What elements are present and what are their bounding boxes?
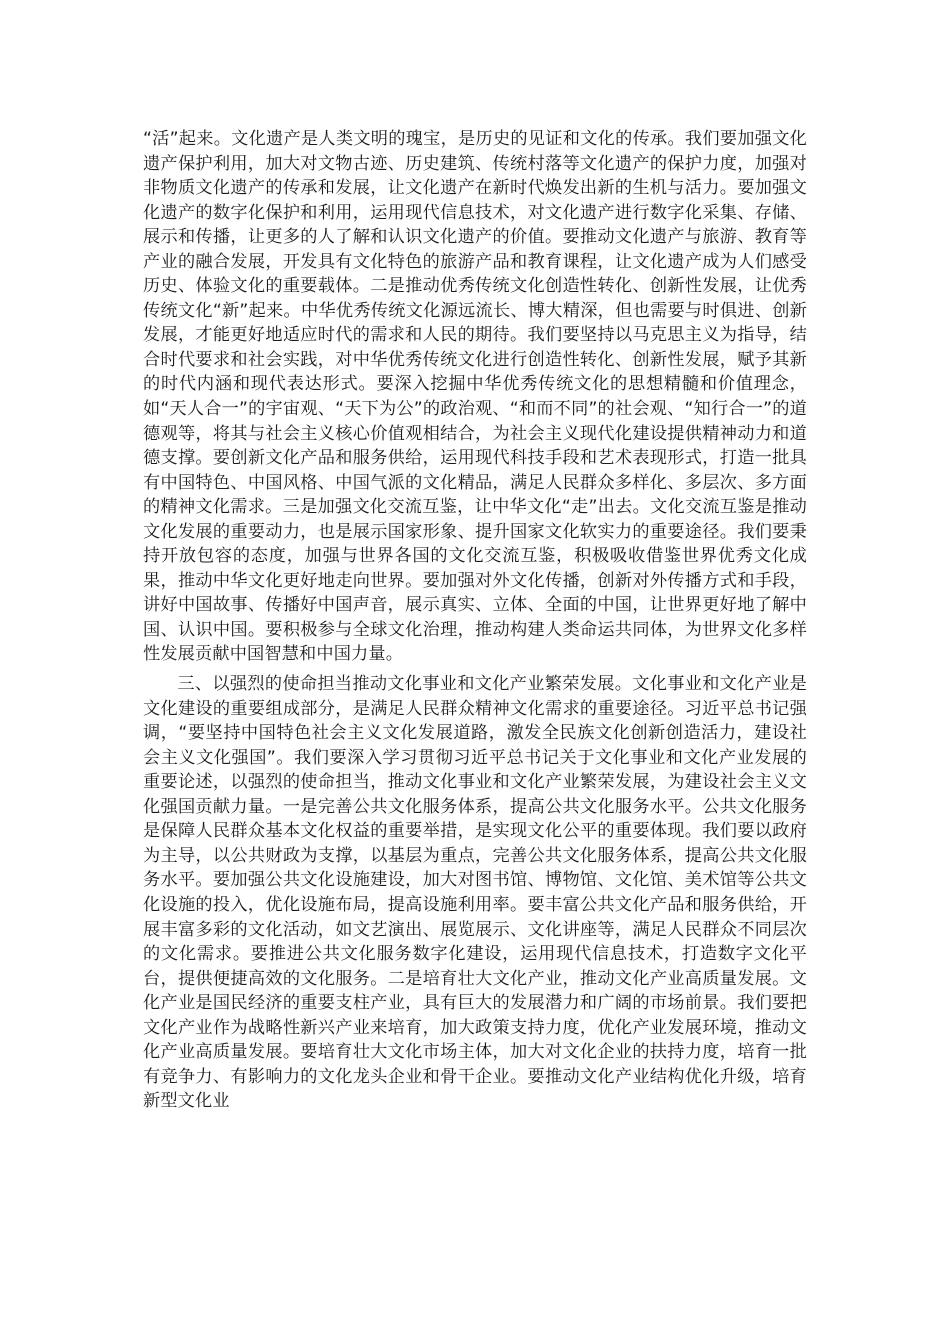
body-text (143, 127, 807, 1114)
paragraph-section-three: 三、以强烈的使命担当推动文化事业和文化产业繁荣发展。文化事业和文化产业是文化建设的重要组成部分，是满足人民群众精神文化需求的重要途径。习近平总书记强调，“要坚持中国特色社会主义文化发展道路，激发全民族文化创新创造活力，建设社会主义文化强国”。我们要深入学习贯彻习近平总书记关于文化事业和文化产业发展的重要论述，以强烈的使命担当，推动文化事业和文化产业繁荣发展，为建设社会主义文化强国贡献力量。一是完善公共文化服务体系，提高公共文化服务水平。公共文化服务是保障人民群众基本文化权益的重要举措，是实现文化公平的重要体现。我们要以政府为主导，以公共财政为支撑，以基层为重点，完善公共文化服务体系，提高公共文化服务水平。要加强公共文化设施建设，加大对图书馆、博物馆、文化馆、美术馆等公共文化设施的投入，优化设施布局，提高设施利用率。要丰富公共文化产品和服务供给，开展丰富多彩的文化活动，如文艺演出、展览展示、文化讲座等，满足人民群众不同层次的文化需求。要推进公共文化服务数字化建设，运用现代信息技术，打造数字文化平台，提供便捷高效的文化服务。二是培育壮大文化产业，推动文化产业高质量发展。文化产业是国民经济的重要支柱产业，具有巨大的发展潜力和广阔的市场前景。我们要把文化产业作为战略性新兴产业来培育，加大政策支持力度，优化产业发展环境，推动文化产业高质量发展。要培育壮大文化市场主体，加大对文化企业的扶持力度，培育一批有竞争力、有影响力的文化龙头企业和骨干企业。要推动文化产业结构优化升级，培育新型文化业 (143, 674, 807, 1112)
paragraph-continuation: “活”起来。文化遗产是人类文明的瑰宝，是历史的见证和文化的传承。我们要加强文化遗产保护利用，加大对文物古迹、历史建筑、传统村落等文化遗产的保护力度，加强对非物质文化遗产的传承和发展，让文化遗产在新时代焕发出新的生机与活力。要加强文化遗产的数字化保护和利用，运用现代信息技术，对文化遗产进行数字化采集、存储、展示和传播，让更多的人了解和认识文化遗产的价值。要推动文化遗产与旅游、教育等产业的融合发展，开发具有文化特色的旅游产品和教育课程，让文化遗产成为人们感受历史、体验文化的重要载体。二是推动优秀传统文化创造性转化、创新性发展，让优秀传统文化“新”起来。中华优秀传统文化源远流长、博大精深，但也需要与时俱进、创新发展，才能更好地适应时代的需求和人民的期待。我们要坚持以马克思主义为指导，结合时代要求和社会实践，对中华优秀传统文化进行创造性转化、创新性发展，赋予其新的时代内涵和现代表达形式。要深入挖掘中华优秀传统文化的思想精髓和价值理念，如“天人合一”的宇宙观、“天下为公”的政治观、“和而不同”的社会观、“知行合一”的道德观等，将其与社会主义核心价值观相结合，为社会主义现代化建设提供精神动力和道德支撑。要创新文化产品和服务供给，运用现代科技手段和艺术表现形式，打造一批具有中国特色、中国风格、中国气派的文化精品，满足人民群众多样化、多层次、多方面的精神文化需求。三是加强文化交流互鉴，让中华文化“走”出去。文化交流互鉴是推动文化发展的重要动力，也是展示国家形象、提升国家文化软实力的重要途径。我们要秉持开放包容的态度，加强与世界各国的文化交流互鉴，积极吸收借鉴世界优秀文化成果，推动中华文化更好地走向世界。要加强对外文化传播，创新对外传播方式和手段，讲好中国故事、传播好中国声音，展示真实、立体、全面的中国，让世界更好地了解中国、认识中国。要积极参与全球文化治理，推动构建人类命运共同体，为世界文化多样性发展贡献中国智慧和中国力量。 (143, 129, 807, 665)
